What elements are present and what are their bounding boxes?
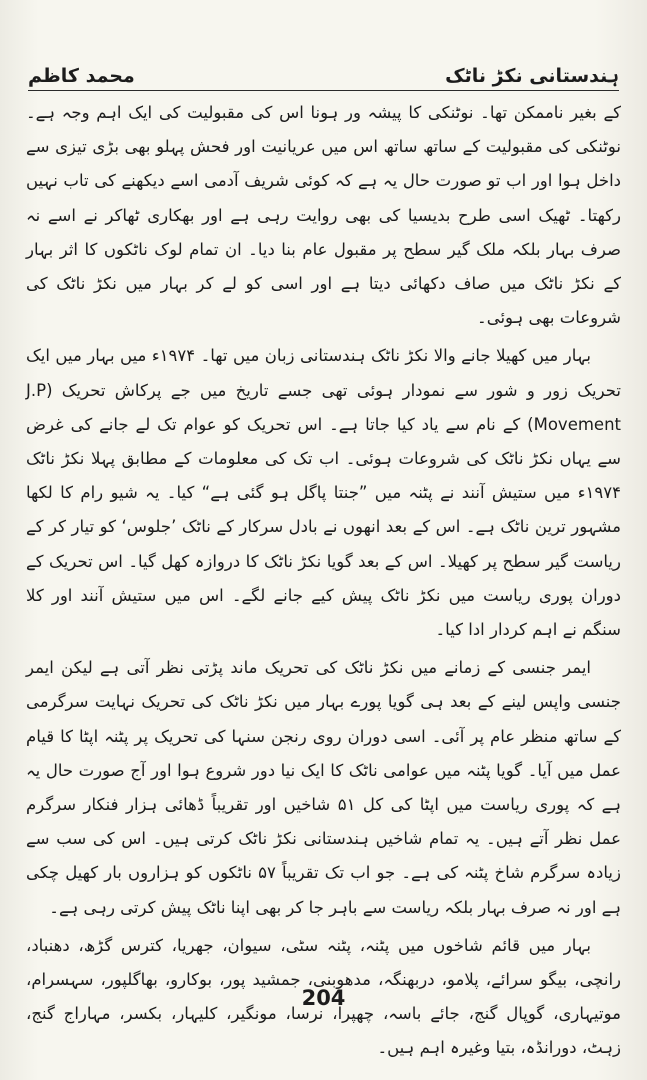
paragraph: کے بغیر ناممکن تھا۔ نوٹنکی کا پیشہ ور ہونا اس کی مقبولیت کی ایک اہم وجہ ہے۔ نوٹنکی کی مقبولیت کے ساتھ ساتھ اس میں عریانیت اور فحش پہلو بھی بڑی تیزی سے داخل ہوا اور اب تو صورت حال یہ ہے کہ کوئی شریف آدمی اسے دیکھنے کی تاب نہیں رکھتا۔ ٹھیک اسی طرح بدیسیا کی بھی روایت رہی ہے اور بھکاری ٹھاکر نے اسے نہ صرف بہار بلکہ ملک گیر سطح پر مقبول عام بنا دیا۔ ان تمام لوک ناٹکوں کا اثر بہار کے نکڑ ناٹک میں صاف دکھائی دیتا ہے اور اسی کو لے کر بہار میں نکڑ ناٹک کی شروعات بھی ہوئی۔ bbox=[26, 103, 621, 328]
running-header bbox=[28, 60, 619, 91]
paragraph: ایمر جنسی کے زمانے میں نکڑ ناٹک کی تحریک ماند پڑتی نظر آتی ہے لیکن ایمر جنسی واپس لینے کے بعد ہی گویا پورے بہار میں نکڑ ناٹک کی تحریک نہایت سرگرمی کے ساتھ منظر عام پر آئی۔ اسی دوران روی رنجن سنہا کی تحریک پر پٹنہ اپٹا کا قیام عمل میں آیا۔ گویا پٹنہ میں عوامی ناٹک کا ایک نیا دور شروع ہوا اور آج صورت حال یہ ہے کہ پوری ریاست میں اپٹا کی کل ۵۱ شاخیں اور تقریباً ڈھائی ہزار فنکار سرگرم عمل نظر آتے ہیں۔ یہ تمام شاخیں ہندستانی نکڑ ناٹک کرتی ہیں۔ اس کی سب سے زیادہ سرگرم شاخ پٹنہ کی ہے۔ جو اب تک تقریباً ۵۷ ناٹکوں کو ہزاروں بار کھیل چکی ہے اور نہ صرف بہار بلکہ ریاست سے باہر جا کر بھی اپنا ناٹک پیش کرتی رہی ہے۔ bbox=[26, 658, 621, 917]
page-number: 204 bbox=[301, 986, 346, 1010]
author-name: محمد کاظم bbox=[28, 65, 135, 87]
book-title: ہندستانی نکڑ ناٹک bbox=[445, 65, 619, 87]
paragraph: بہار میں کھیلا جانے والا نکڑ ناٹک ہندستانی زبان میں تھا۔ ۱۹۷۴ء میں بہار میں ایک تحریک زور و شور سے نمودار ہوئی تھی جسے تاریخ میں جے پرکاش تحریک (J.P Movement) کے نام سے یاد کیا جاتا ہے۔ اس تحریک کو عوام تک لے جانے کی غرض سے یہاں نکڑ ناٹک کی شروعات ہوئی۔ اب تک کی معلومات کے مطابق پہلا نکڑ ناٹک ۱۹۷۴ء میں ستیش آنند نے پٹنہ میں ”جنتا پاگل ہو گئی ہے“ کیا۔ یہ شیو رام کا لکھا مشہور ترین ناٹک ہے۔ اس کے بعد انھوں نے بادل سرکار کے ناٹک ’جلوس‘ کو تیار کر کے ریاست گیر سطح پر کھیلا۔ اس کے بعد گویا نکڑ ناٹک کا دروازہ کھل گیا۔ اس تحریک کے دوران پوری ریاست میں نکڑ ناٹک پیش کیے جانے لگے۔ اس میں ستیش آنند اور کلا سنگم نے اہم کردار ادا کیا۔ bbox=[26, 346, 621, 640]
paragraph: بہار میں قائم شاخوں میں پٹنہ، پٹنہ سٹی، سیوان، جھریا، کترس گڑھ، دھنباد، رانچی، بیگو سرائے، پلامو، دربھنگہ، مدھوبنی، جمشید پور، بوکارو، بھاگلپور، سہسرام، موتیہاری، گوپال گنج، جائے باسہ، چھپرا، نرسا، مونگیر، کلیہار، بکسر، مہاراج گنج، زہٹ، دورانڈہ، بتیا وغیرہ اہم ہیں۔ bbox=[26, 935, 621, 1058]
